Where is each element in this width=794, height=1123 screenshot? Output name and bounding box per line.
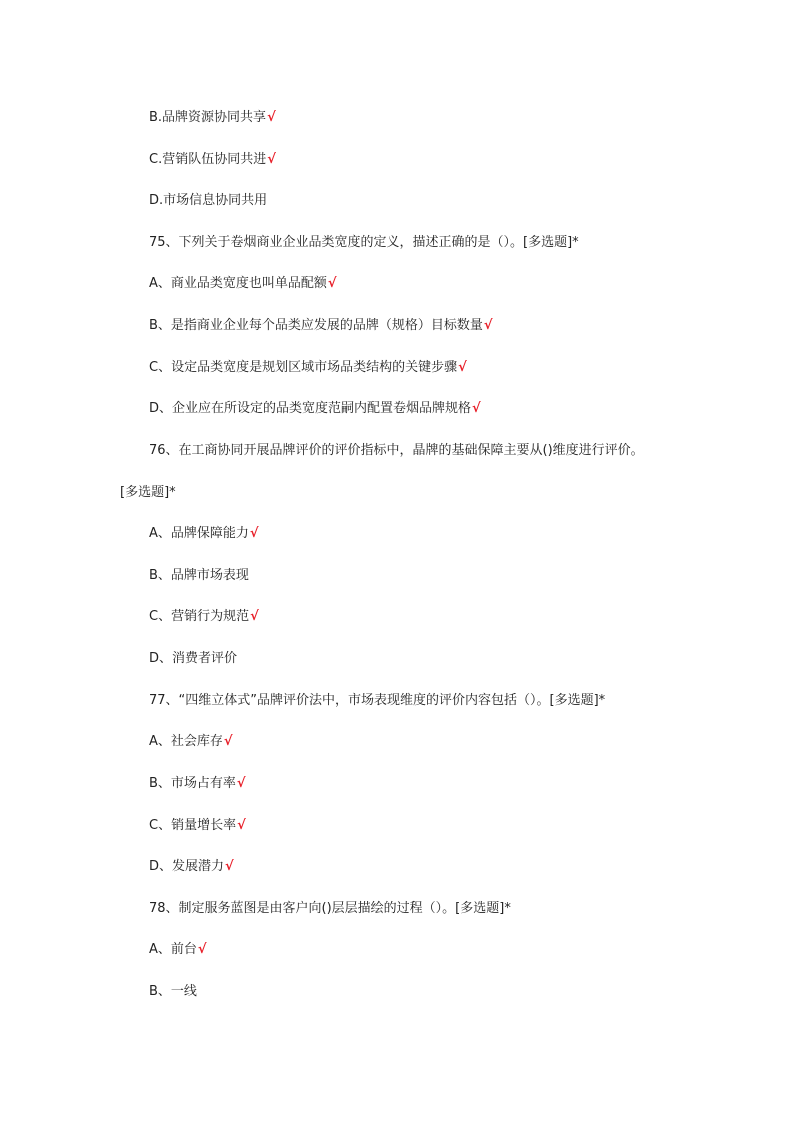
option-line: D、企业应在所设定的品类宽度范嗣内配置卷烟品牌规格√ (149, 401, 481, 416)
check-mark-icon: √ (327, 276, 337, 291)
option-line: A、品牌保障能力√ (149, 526, 259, 541)
check-mark-icon: √ (223, 734, 233, 749)
check-mark-icon: √ (250, 609, 259, 624)
question-line: 76、在工商协同开展品牌评价的评价指标中，晶牌的基础保障主要从()维度进行评价。 (149, 443, 644, 458)
option-line: D.市场信息协同共用 (149, 193, 268, 208)
check-mark-icon: √ (267, 152, 276, 167)
question-line: 78、制定服务蓝图是由客户向()层层描绘的过程（）。[多选题]* (149, 901, 511, 916)
option-line: D、消费者评价 (149, 651, 238, 666)
option-line: B、品牌市场表现 (149, 568, 249, 583)
check-mark-icon: √ (236, 776, 246, 791)
option-line: C、销量增长率√ (149, 818, 246, 833)
check-mark-icon: √ (197, 942, 207, 957)
option-line: A、商业品类宽度也叫单品配额√ (149, 276, 337, 291)
option-line: B.品牌资源协同共享√ (149, 110, 276, 125)
question-line: 77、“四维立体式”品牌评价法中，市场表现维度的评价内容包括（）。[多选题]* (149, 693, 606, 708)
question-line: 75、下列关于卷烟商业企业品类宽度的定义，描述正确的是（）。[多选题]* (149, 235, 579, 250)
check-mark-icon: √ (472, 401, 481, 416)
check-mark-icon: √ (267, 110, 276, 125)
option-line: B、一线 (149, 984, 197, 999)
option-line: A、社会库存√ (149, 734, 233, 749)
option-line: A、前台√ (149, 942, 207, 957)
check-mark-icon: √ (225, 859, 234, 874)
option-line: B、市场占有率√ (149, 776, 246, 791)
option-line: C、设定品类宽度是规划区域市场品类结构的关键步骤√ (149, 360, 467, 375)
option-line: C、营销行为规范√ (149, 609, 259, 624)
option-line: D、发展潜力√ (149, 859, 234, 874)
check-mark-icon: √ (483, 318, 493, 333)
check-mark-icon: √ (458, 360, 467, 375)
question-line-wrap: [多选题]* (120, 485, 176, 500)
option-line: C.营销队伍协同共进√ (149, 152, 276, 167)
option-line: B、是指商业企业每个品类应发展的品牌（规格）目标数量√ (149, 318, 493, 333)
check-mark-icon: √ (237, 818, 246, 833)
check-mark-icon: √ (249, 526, 259, 541)
